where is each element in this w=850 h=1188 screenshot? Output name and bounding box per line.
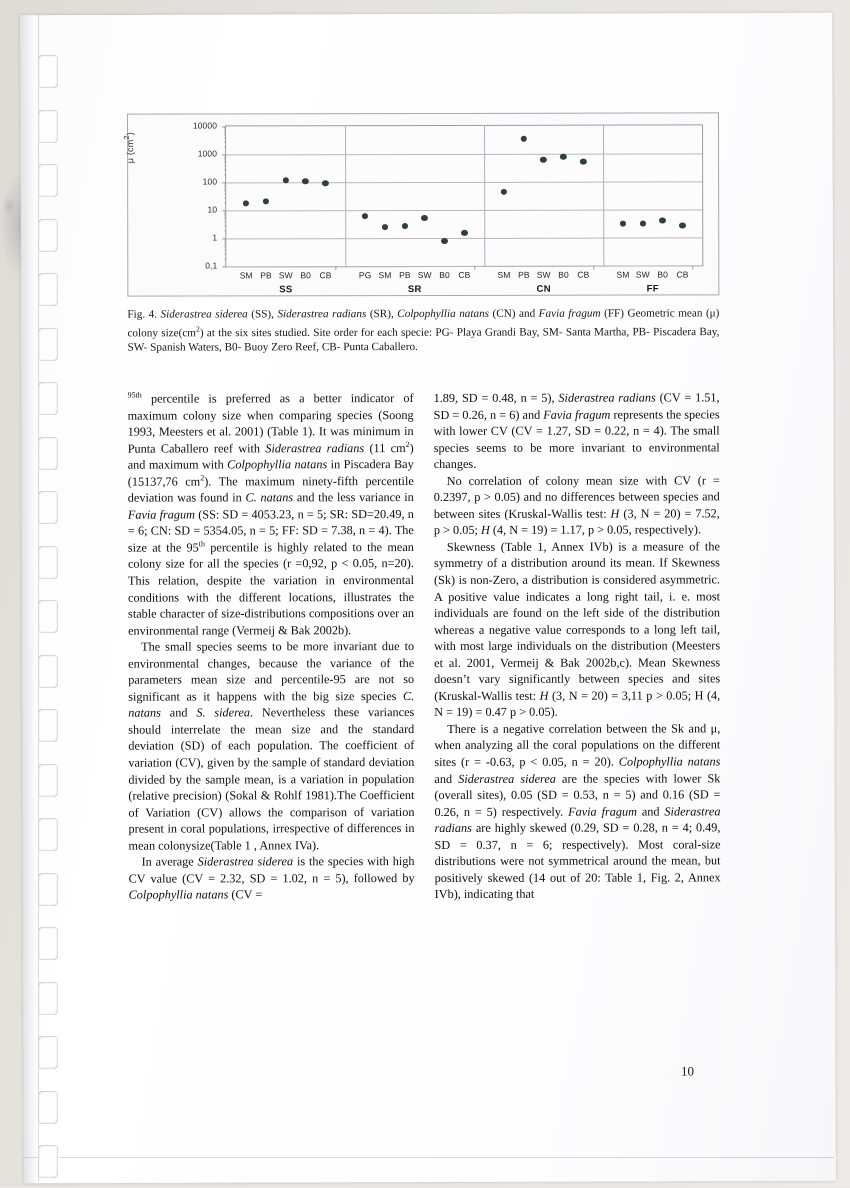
group-separator: [484, 126, 485, 266]
text-run: in Piscadera Bay (15137,76 cm: [127, 457, 414, 489]
caption-text: (SS),: [247, 308, 278, 321]
x-axis-site-label: SW: [536, 269, 551, 280]
data-point: [540, 157, 547, 163]
text-run: ). The maximum ninety-fifth percentile deviation was found in: [127, 473, 414, 505]
species-name: H: [480, 523, 490, 538]
species-name: C. natans: [128, 688, 415, 721]
data-point: [282, 177, 289, 183]
group-separator: [345, 126, 346, 266]
caption-species-cn: Colpophyllia natans: [397, 307, 490, 321]
species-name: Colpophyllia natans: [128, 887, 229, 903]
y-axis-minor-tick: [224, 217, 226, 218]
y-axis-minor-tick: [224, 240, 226, 241]
x-axis-group-label: SR: [407, 284, 422, 296]
y-axis-minor-tick: [224, 225, 226, 226]
caption-species-ss: Siderastrea siderea: [160, 308, 248, 321]
y-axis-minor-tick: [224, 131, 226, 132]
body-paragraph: [434, 389, 720, 472]
column-left: [128, 390, 415, 904]
text-run: percentile is highly related to the mean colony size for all the species (r =0,92, p < 0.05, n=20). This relation, despite the variation in environmental conditions with the different locations, illustrates the stable character of size-distributions compositions over an environmental range (Vermeij & Bak 2002b).: [127, 539, 415, 638]
y-axis-minor-tick: [224, 213, 226, 214]
caption-species-sr: Siderastrea radians: [277, 308, 367, 321]
x-axis-site-label: PB: [260, 270, 272, 281]
y-axis-tick-label: 100: [202, 176, 218, 187]
y-axis-minor-tick: [224, 191, 226, 192]
x-axis-site-label: SM: [616, 269, 630, 280]
text-run: and: [160, 705, 197, 720]
y-axis-minor-tick: [224, 163, 226, 164]
text-run: are highly skewed (0.29, SD = 0.28, n = 4; 0.49, SD = 0.37, n = 6; respectively). Most coral-size distributions were not symmetrical around the mean, but positively skewed (14 out of 20: Table 1, Fig. 2, Annex IVb), indicating that: [434, 820, 721, 902]
y-axis-tick-label: 10000: [192, 120, 218, 131]
species-name: Siderastrea radians: [265, 440, 365, 455]
species-name: Siderastrea radians: [434, 804, 721, 836]
text-run: (3, N = 20) = 3,11 p > 0.05; H (4, N = 19) = 0.47 p > 0.05).: [434, 688, 721, 720]
y-axis-tick-label: 10: [207, 204, 218, 215]
x-axis-group-label: CN: [536, 283, 551, 295]
y-axis-minor-tick: [224, 250, 226, 251]
x-axis-group-label: FF: [646, 283, 659, 295]
text-run: There is a negative correlation between the Sk and μ, when analyzing all the coral populations on the different sites (r = -0.63, p < 0.05, n = 20).: [434, 721, 721, 770]
y-axis-minor-tick: [224, 219, 226, 220]
text-run: and the less variance in: [293, 490, 414, 505]
y-axis-minor-tick: [224, 247, 226, 248]
column-right: [434, 389, 721, 903]
body-paragraph: [129, 853, 415, 903]
superscript: 95: [127, 390, 136, 400]
data-point: [620, 221, 627, 227]
text-run: represents the species with lower CV (CV = 1.27, SD = 0.22, n = 4). The small species seems to be more invariant to environmental changes.: [433, 406, 720, 472]
text-run: 1.89, SD = 0.48, n = 5),: [433, 390, 559, 405]
x-axis-site-label: SW: [278, 270, 293, 281]
species-name: Favia fragum: [127, 507, 196, 522]
superscript: th: [198, 539, 206, 549]
body-paragraph: [128, 638, 414, 854]
y-axis-minor-tick: [224, 222, 226, 223]
plot-area: [225, 124, 703, 267]
text-run: No correlation of colony mean size with CV (r = 0.2397, p > 0.05) and no differences between species and between sites (Kruskal-Wallis test:: [433, 473, 720, 521]
y-axis-minor-tick: [224, 241, 226, 242]
data-point: [639, 220, 646, 226]
x-axis-site-label: SW: [635, 269, 650, 280]
y-axis-minor-tick: [224, 185, 226, 186]
species-name: Favia fragum: [543, 407, 611, 422]
text-run: . Nevertheless these variances should interrelate the mean size and the standard deviation (SD) of each population. The coefficient of variation (CV), given by the sample of standard deviation divided by the sample mean, is a variation in population (relative precision) (Sokal & Rohlf 1981).The Coefficient of Variation (CV) allows the comparison of variation present in coral populations, irrespective of differences in mean colonysize(Table 1 , Annex IVa).: [128, 705, 415, 853]
y-axis-minor-tick: [224, 138, 226, 139]
x-axis-site-labels: [225, 269, 703, 282]
y-axis-minor-tick: [224, 174, 226, 175]
caption-lead: Fig. 4.: [127, 308, 161, 321]
data-point: [560, 154, 567, 160]
y-axis-minor-tick: [224, 146, 226, 147]
species-name: Siderastrea siderea: [458, 771, 556, 786]
page-number: 10: [680, 1063, 695, 1079]
y-axis-minor-tick: [224, 169, 226, 170]
text-run: In average: [141, 854, 198, 869]
x-axis-species-labels: [225, 283, 703, 296]
y-gridline: [226, 265, 702, 267]
species-name: H: [539, 688, 549, 703]
y-axis-minor-tick: [224, 129, 226, 130]
y-gridline: [226, 209, 702, 211]
y-axis-tick-label: 1000: [197, 148, 218, 159]
text-run: Skewness (Table 1, Annex IVb) is a measure of the symmetry of a distribution around its mean. If Skewness (Sk) is non-Zero, a distribution is considered asymmetric. A positive value indicates a long right tail, i. e. most individuals are found on the left side of the distribution whereas a negative value corresponds to a long left tail, with most large individuals on the distribution (Meesters et al. 2001, Vermeij & Bak 2002b,c). Mean Skewness doesn’t vary significantly between species and sites (Kruskal-Wallis test:: [433, 539, 721, 703]
species-name: H: [610, 506, 620, 521]
species-name: Siderastrea radians: [558, 390, 656, 405]
y-axis-tick-label: 0,1: [205, 260, 218, 271]
body-paragraph: [434, 538, 720, 721]
body-paragraph: [434, 472, 720, 539]
data-point: [243, 200, 250, 206]
x-axis-site-label: CB: [676, 269, 689, 280]
body-columns: [128, 389, 721, 903]
caption-superscript: 2: [195, 324, 200, 334]
y-axis-minor-tick: [224, 197, 226, 198]
x-axis-site-label: B0: [300, 270, 311, 281]
species-name: S. siderea: [196, 705, 250, 720]
y-axis-title-tail: ): [125, 131, 136, 136]
text-run: (CV = 1.51, SD = 0.26, n = 6) and: [433, 390, 720, 422]
chart-container: [122, 112, 719, 296]
species-name: Colpophyllia natans: [618, 754, 721, 769]
superscript: 2: [405, 439, 410, 449]
body-paragraph: [434, 720, 720, 903]
y-axis-minor-tick: [224, 212, 226, 213]
x-axis-site-label: B0: [657, 269, 668, 280]
text-run: (4, N = 19) = 1.17, p > 0.05, respectively).: [489, 522, 702, 538]
y-axis-minor-tick: [224, 128, 226, 129]
caption-text: (CN) and: [489, 307, 539, 320]
caption-species-ff: Favia fragum: [538, 307, 601, 320]
data-point: [580, 159, 587, 165]
data-point: [679, 222, 686, 228]
species-name: C. natans: [245, 490, 294, 505]
x-axis-site-label: B0: [558, 269, 569, 280]
caption-text: (FF) Geometric mean (μ) colony size(cm: [127, 307, 720, 340]
y-axis-minor-tick: [224, 159, 226, 160]
data-point: [263, 198, 270, 204]
y-gridline: [226, 237, 702, 239]
figure-4: [122, 112, 720, 355]
y-axis-minor-tick: [224, 187, 226, 188]
x-axis-group-label: SS: [279, 284, 293, 296]
y-axis-title: [122, 103, 135, 193]
data-point: [659, 218, 666, 224]
y-gridline: [226, 181, 702, 183]
y-axis-minor-tick: [224, 230, 226, 231]
text-run: The small species seems to be more invariant due to environmental changes, because the variance of the parameters mean size and percentile-95 are not so significant as it happens with the big size species: [128, 639, 415, 704]
chart-canvas: [122, 113, 718, 296]
x-axis-site-label: SM: [378, 270, 392, 281]
y-axis-title-sup: 2: [122, 135, 132, 140]
data-point: [322, 180, 329, 186]
data-point: [302, 178, 309, 184]
y-axis-minor-tick: [224, 166, 226, 167]
species-name: Colpophyllia natans: [227, 457, 328, 472]
x-axis-site-label: PB: [518, 269, 530, 280]
superscript: 2: [200, 473, 205, 483]
y-axis-tick-label: 1: [212, 232, 218, 243]
x-axis-site-label: CB: [319, 270, 332, 281]
y-axis-minor-tick: [224, 184, 226, 185]
figure-caption: [127, 307, 719, 355]
x-axis-site-label: SM: [239, 270, 253, 281]
y-axis-minor-tick: [224, 189, 226, 190]
y-gridline: [226, 153, 702, 155]
species-name: Favia fragum: [568, 804, 637, 819]
caption-text: ) at the six sites studied. Site order for each specie: PG- Playa Grandi Bay, SM- Santa Martha, PB- Piscadera Bay, SW- Spanish Waters, B0- Buoy Zero Reef, CB- Punta Caballero.: [127, 326, 720, 354]
text-run: is the species with high CV value (CV = 2.32, SD = 1.02, n = 5), followed by: [128, 854, 415, 886]
text-run: percentile is preferred as a better indicator of maximum colony size when comparing species (Soong 1993, Meesters et al. 2001) (Table 1). It was minimum in Punta Caballero reef with: [127, 391, 414, 456]
text-run: are the species with lower Sk (overall sites), 0.05 (SD = 0.53, n = 5) and 0.16 (SD = 0.26, n = 5) respectively.: [434, 770, 721, 819]
x-axis-site-label: PG: [358, 270, 372, 281]
y-axis-minor-tick: [224, 202, 226, 203]
text-run: (3, N = 20) = 7.52, p > 0.05;: [433, 506, 720, 538]
text-run: (CV =: [228, 887, 263, 902]
y-axis-minor-tick: [224, 157, 226, 158]
y-axis-title-text: μ (cm: [125, 139, 136, 164]
data-point: [520, 136, 527, 142]
x-axis-site-label: PB: [399, 270, 411, 281]
y-axis-minor-tick: [224, 156, 226, 157]
y-axis-minor-tick: [224, 161, 226, 162]
y-axis-minor-tick: [224, 258, 226, 259]
y-axis-minor-tick: [224, 243, 226, 244]
text-run: and: [434, 771, 459, 786]
data-point: [421, 215, 428, 221]
data-point: [461, 230, 468, 236]
x-axis-site-label: CB: [458, 269, 471, 280]
y-axis-minor-tick: [224, 141, 226, 142]
text-run: and: [636, 804, 665, 819]
superscript: th: [135, 390, 142, 400]
text-run: ) and maximum with: [127, 440, 414, 472]
y-axis-minor-tick: [224, 215, 226, 216]
text-run: (SS: SD = 4053.23, n = 5; SR: SD=20.49, n = 6; CN: SD = 5354.05, n = 5; FF: SD = 7.38, n = 4). The size at the 95: [127, 506, 414, 555]
data-point: [362, 213, 369, 219]
y-axis-minor-tick: [224, 135, 226, 136]
body-paragraph: [128, 390, 415, 639]
group-separator: [603, 126, 604, 266]
data-point: [382, 224, 389, 230]
x-axis-site-label: SW: [417, 269, 432, 281]
data-point: [501, 189, 508, 195]
caption-text: (SR),: [366, 308, 398, 321]
species-name: Siderastrea siderea: [197, 854, 294, 869]
data-point: [401, 223, 408, 229]
y-axis-tick-mark: [222, 266, 226, 267]
y-axis-minor-tick: [224, 194, 226, 195]
text-run: (11 cm: [364, 440, 406, 455]
y-axis-minor-tick: [224, 133, 226, 134]
data-point: [441, 238, 448, 244]
x-axis-site-label: SM: [497, 269, 511, 280]
y-axis-minor-tick: [224, 245, 226, 246]
y-axis-minor-tick: [224, 253, 226, 254]
x-axis-site-label: B0: [439, 269, 450, 280]
x-axis-site-label: CB: [577, 269, 590, 280]
